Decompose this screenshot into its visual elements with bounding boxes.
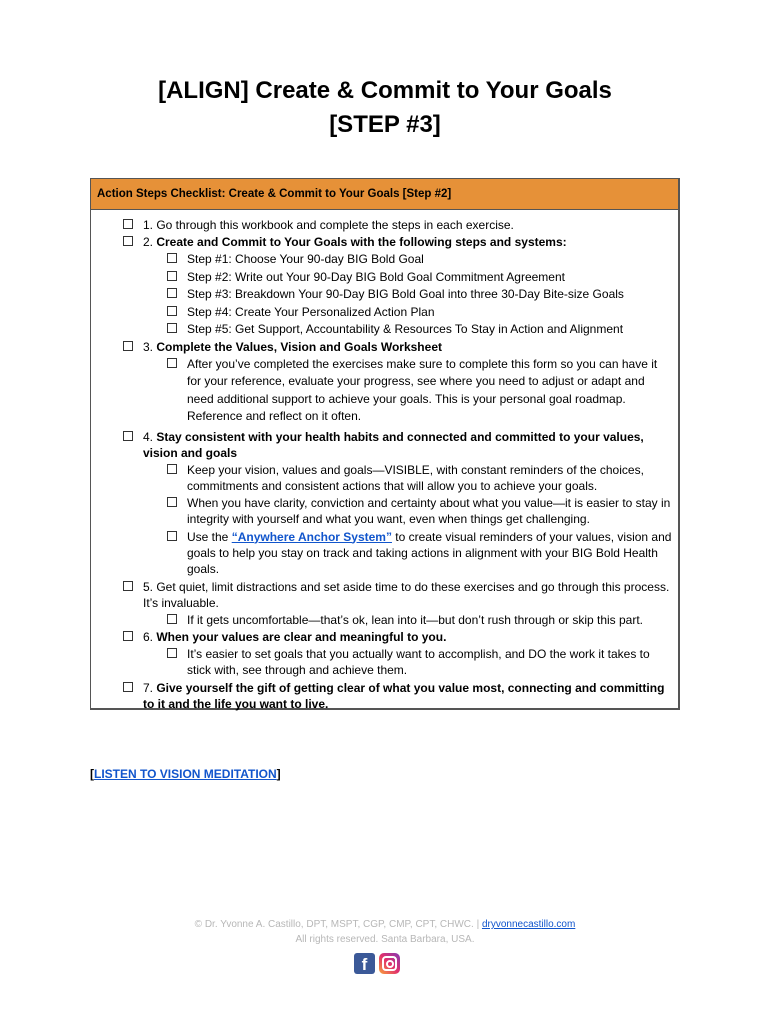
sub-item-easier-goals bbox=[91, 646, 678, 678]
checkbox[interactable] bbox=[123, 341, 133, 351]
sub-item-step-2 bbox=[91, 269, 678, 285]
checklist-item-5 bbox=[91, 579, 678, 611]
sub-item-text: When you have clarity, conviction and certainty about what you value—it is easier to stay in integrity with yourself and what you want, even when things get challenging. bbox=[187, 496, 671, 526]
checkbox[interactable] bbox=[167, 253, 177, 263]
checkbox[interactable] bbox=[167, 323, 177, 333]
facebook-glyph: f bbox=[361, 955, 368, 974]
item-number: 4. bbox=[143, 429, 157, 444]
sub-item-text: It’s easier to set goals that you actually want to accomplish, and DO the work it takes to stick with, see through and achieve them. bbox=[187, 647, 650, 677]
item-text: When your values are clear and meaningful to you. bbox=[156, 630, 447, 644]
bracket-close: ] bbox=[276, 767, 281, 781]
action-steps-checklist bbox=[90, 178, 680, 710]
item-text: 5. Get quiet, limit distractions and set aside time to do these exercises and go through this process. It’s invaluable. bbox=[143, 579, 670, 610]
sub-item-text: After you’ve completed the exercises make sure to complete this form so you can have it for your reference, evaluate your progress, see where you need to adjust or adapt and need additional support to achieve your goals. This is your personal goal roadmap. Reference and reflect on it often. bbox=[187, 356, 658, 423]
checklist-items bbox=[91, 217, 678, 713]
checkbox[interactable] bbox=[167, 464, 177, 474]
checklist-item-3 bbox=[91, 339, 678, 355]
checkbox[interactable] bbox=[167, 531, 177, 541]
item-text: Create and Commit to Your Goals with the following steps and systems: bbox=[156, 235, 567, 249]
checklist-item-7 bbox=[91, 680, 678, 712]
checklist-item-6 bbox=[91, 629, 678, 645]
checklist-item-2 bbox=[91, 234, 678, 250]
sub-item-clarity bbox=[91, 495, 678, 527]
sub-item-text: Step #5: Get Support, Accountability & Resources To Stay in Action and Alignment bbox=[187, 322, 624, 336]
checkbox[interactable] bbox=[123, 581, 133, 591]
sub-item-text: Keep your vision, values and goals—VISIBLE, with constant reminders of the choices, commitments and consistent actions that will allow you to achieve your goals. bbox=[187, 462, 644, 493]
bracket-open: [ bbox=[90, 767, 94, 781]
sub-item-text: Step #1: Choose Your 90-day BIG Bold Goal bbox=[187, 252, 424, 266]
page-title bbox=[0, 74, 770, 142]
checkbox[interactable] bbox=[167, 288, 177, 298]
anywhere-anchor-system-link[interactable]: “Anywhere Anchor System” bbox=[231, 529, 392, 544]
checkbox[interactable] bbox=[167, 271, 177, 281]
checkbox[interactable] bbox=[123, 431, 133, 441]
checkbox[interactable] bbox=[167, 614, 177, 624]
item-number: 3. bbox=[143, 339, 157, 354]
sub-item-step-1 bbox=[91, 251, 678, 267]
item-text: Complete the Values, Vision and Goals Worksheet bbox=[156, 339, 442, 354]
item-number: 2. bbox=[143, 235, 157, 249]
instagram-icon[interactable] bbox=[379, 953, 400, 974]
listen-meditation bbox=[90, 767, 281, 781]
footer-rights: All rights reserved. Santa Barbara, USA. bbox=[295, 934, 475, 945]
footer-copyright bbox=[0, 917, 770, 932]
checklist-item-4 bbox=[91, 429, 678, 461]
item-number: 6. bbox=[143, 630, 157, 644]
checkbox[interactable] bbox=[123, 219, 133, 229]
item-number: 7. bbox=[143, 680, 157, 695]
checklist-header: Action Steps Checklist: Create & Commit to Your Goals [Step #2] bbox=[91, 179, 678, 210]
sub-item-text: to create visual reminders of your values, vision and goals to help you stay on track and taking actions in alignment with your BIG Bold Health goals. bbox=[187, 529, 672, 576]
sub-item-worksheet bbox=[91, 356, 678, 426]
sub-item-text: Step #3: Breakdown Your 90-Day BIG Bold Goal into three 30-Day Bite-size Goals bbox=[187, 287, 624, 301]
website-link[interactable]: dryvonnecastillo.com bbox=[481, 919, 576, 930]
sub-item-anchor-system bbox=[91, 529, 678, 577]
item-text: Stay consistent with your health habits and connected and committed to your values, vision and goals bbox=[143, 429, 644, 460]
checkbox[interactable] bbox=[167, 648, 177, 658]
checkbox[interactable] bbox=[123, 682, 133, 692]
copyright-text: © Dr. Yvonne A. Castillo, DPT, MSPT, CGP, CMP, CPT, CHWC. | bbox=[194, 919, 482, 930]
sub-item-text: If it gets uncomfortable—that’s ok, lean into it—but don’t rush through or skip this part. bbox=[187, 612, 644, 627]
checkbox[interactable] bbox=[123, 236, 133, 246]
sub-item-step-3 bbox=[91, 286, 678, 302]
sub-item-uncomfortable bbox=[91, 612, 678, 628]
sub-item-step-4 bbox=[91, 304, 678, 320]
social-links bbox=[354, 953, 400, 974]
title-line-2: [STEP #3] bbox=[329, 111, 441, 138]
title-line-1: [ALIGN] Create & Commit to Your Goals bbox=[158, 77, 612, 104]
checkbox[interactable] bbox=[167, 306, 177, 316]
sub-item-text: Step #2: Write out Your 90-Day BIG Bold Goal Commitment Agreement bbox=[187, 269, 565, 284]
checkbox[interactable] bbox=[167, 358, 177, 368]
checkbox[interactable] bbox=[123, 631, 133, 641]
footer bbox=[0, 917, 770, 947]
item-text: Give yourself the gift of getting clear of what you value most, connecting and committing to it and the life you want to live. bbox=[143, 680, 665, 711]
sub-item-visible bbox=[91, 462, 678, 494]
checkbox[interactable] bbox=[167, 497, 177, 507]
checklist-item-1 bbox=[91, 217, 678, 233]
sub-item-text: Use the bbox=[187, 529, 232, 544]
facebook-icon[interactable] bbox=[354, 953, 375, 974]
sub-item-text: Step #4: Create Your Personalized Action Plan bbox=[187, 304, 435, 319]
item-text: 1. Go through this workbook and complete the steps in each exercise. bbox=[143, 218, 514, 232]
sub-item-step-5 bbox=[91, 321, 678, 337]
listen-to-vision-meditation-link[interactable]: LISTEN TO VISION MEDITATION bbox=[94, 767, 277, 781]
